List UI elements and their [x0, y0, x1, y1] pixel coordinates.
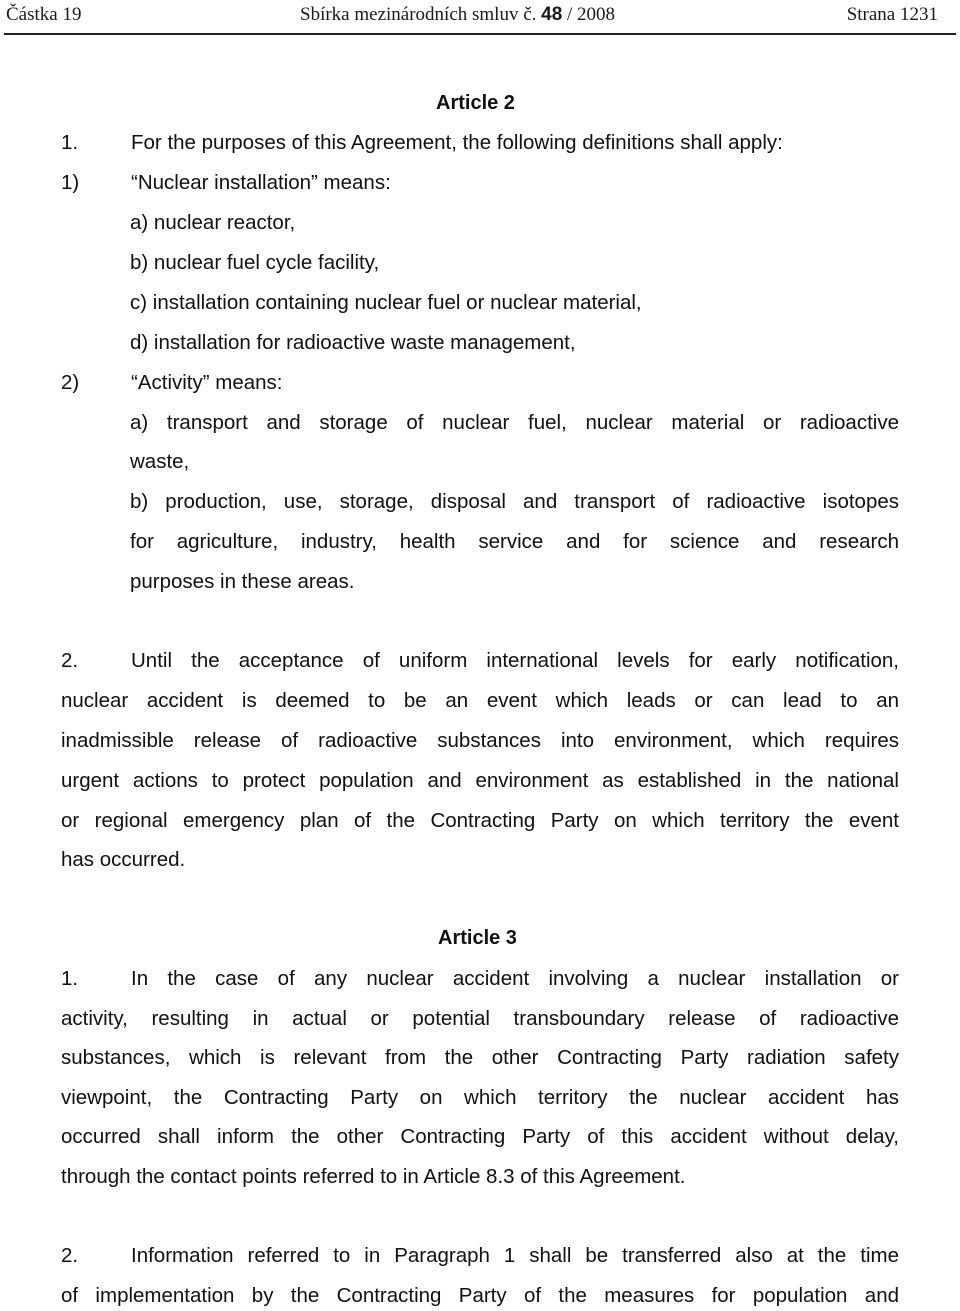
paragraph-number: 2. — [61, 649, 79, 672]
definition-1-item-a: a) nuclear reactor, — [130, 211, 296, 234]
definition-text: “Nuclear installation” means: — [131, 171, 391, 194]
definition-1-item-c: c) installation containing nuclear fuel or nuclear material, — [130, 291, 642, 314]
article-2-paragraph-2-line-1-text: Until the acceptance of uniform international levels for early notification, — [131, 649, 899, 672]
article-3-paragraph-1-line-3: substances, which is relevant from the other Contracting Party radiation safety — [61, 1046, 899, 1069]
article-2-paragraph-2-line-6: has occurred. — [61, 848, 186, 871]
article-3-paragraph-1-line-4: viewpoint, the Contracting Party on which territory the nuclear accident has — [61, 1086, 899, 1109]
article-3-heading: Article 3 — [438, 927, 517, 949]
article-2-paragraph-2-line-2: nuclear accident is deemed to be an event which leads or can lead to an — [61, 689, 899, 712]
paragraph-number: 1. — [61, 131, 79, 154]
definition-2 — [61, 373, 283, 394]
page-header — [0, 0, 960, 36]
article-2-paragraph-2-line-3: inadmissible release of radioactive substances into environment, which requires — [61, 729, 899, 752]
definition-2-item-b-line-2: for agriculture, industry, health service and for science and research — [130, 530, 899, 553]
article-2-paragraph-1 — [61, 133, 783, 154]
article-3-paragraph-1-line-1: In the case of any nuclear accident involving a nuclear installation or — [131, 967, 899, 990]
definition-1-item-d: d) installation for radioactive waste management, — [130, 331, 576, 354]
definition-1 — [61, 173, 391, 194]
paragraph-number: 2. — [61, 1244, 79, 1267]
definition-2-item-b-line-1: b) production, use, storage, disposal and transport of radioactive isotopes — [130, 490, 899, 513]
definition-text: “Activity” means: — [131, 371, 283, 394]
article-3-paragraph-2-number — [61, 1246, 131, 1267]
header-collection-year: / 2008 — [567, 4, 616, 25]
article-3-paragraph-1-line-6: through the contact points referred to in Article 8.3 of this Agreement. — [61, 1165, 686, 1188]
article-2-heading: Article 2 — [436, 92, 515, 114]
article-3-paragraph-2-line-2: of implementation by the Contracting Party of the measures for population and — [61, 1284, 899, 1307]
article-2-paragraph-2-line-5: or regional emergency plan of the Contracting Party on which territory the event — [61, 809, 899, 832]
header-collection-number: 48 — [541, 4, 563, 25]
header-collection-title — [300, 4, 615, 26]
header-part-number: Částka 19 — [6, 4, 82, 25]
header-collection-prefix: Sbírka mezinárodních smluv č. — [300, 4, 537, 25]
header-divider — [4, 33, 956, 35]
definition-number: 2) — [61, 371, 80, 394]
header-page-number: Strana 1231 — [846, 4, 938, 25]
article-3-paragraph-2-line-1: Information referred to in Paragraph 1 shall be transferred also at the time — [131, 1244, 899, 1267]
definition-2-item-b-line-3: purposes in these areas. — [130, 570, 355, 593]
paragraph-number: 1. — [61, 967, 79, 990]
article-3-paragraph-1-line-5: occurred shall inform the other Contracting Party of this accident without delay, — [61, 1125, 899, 1148]
article-2-paragraph-2-line-1 — [61, 651, 131, 672]
definition-2-item-a-line-1: a) transport and storage of nuclear fuel, nuclear material or radioactive — [130, 411, 899, 434]
definition-2-item-a-line-2: waste, — [130, 450, 190, 473]
article-2-paragraph-2-line-4: urgent actions to protect population and environment as established in the national — [61, 769, 899, 792]
paragraph-text: For the purposes of this Agreement, the following definitions shall apply: — [131, 131, 783, 154]
definition-1-item-b: b) nuclear fuel cycle facility, — [130, 251, 380, 274]
article-3-paragraph-1-number — [61, 969, 131, 990]
definition-number: 1) — [61, 171, 80, 194]
article-3-paragraph-1-line-2: activity, resulting in actual or potential transboundary release of radioactive — [61, 1007, 899, 1030]
